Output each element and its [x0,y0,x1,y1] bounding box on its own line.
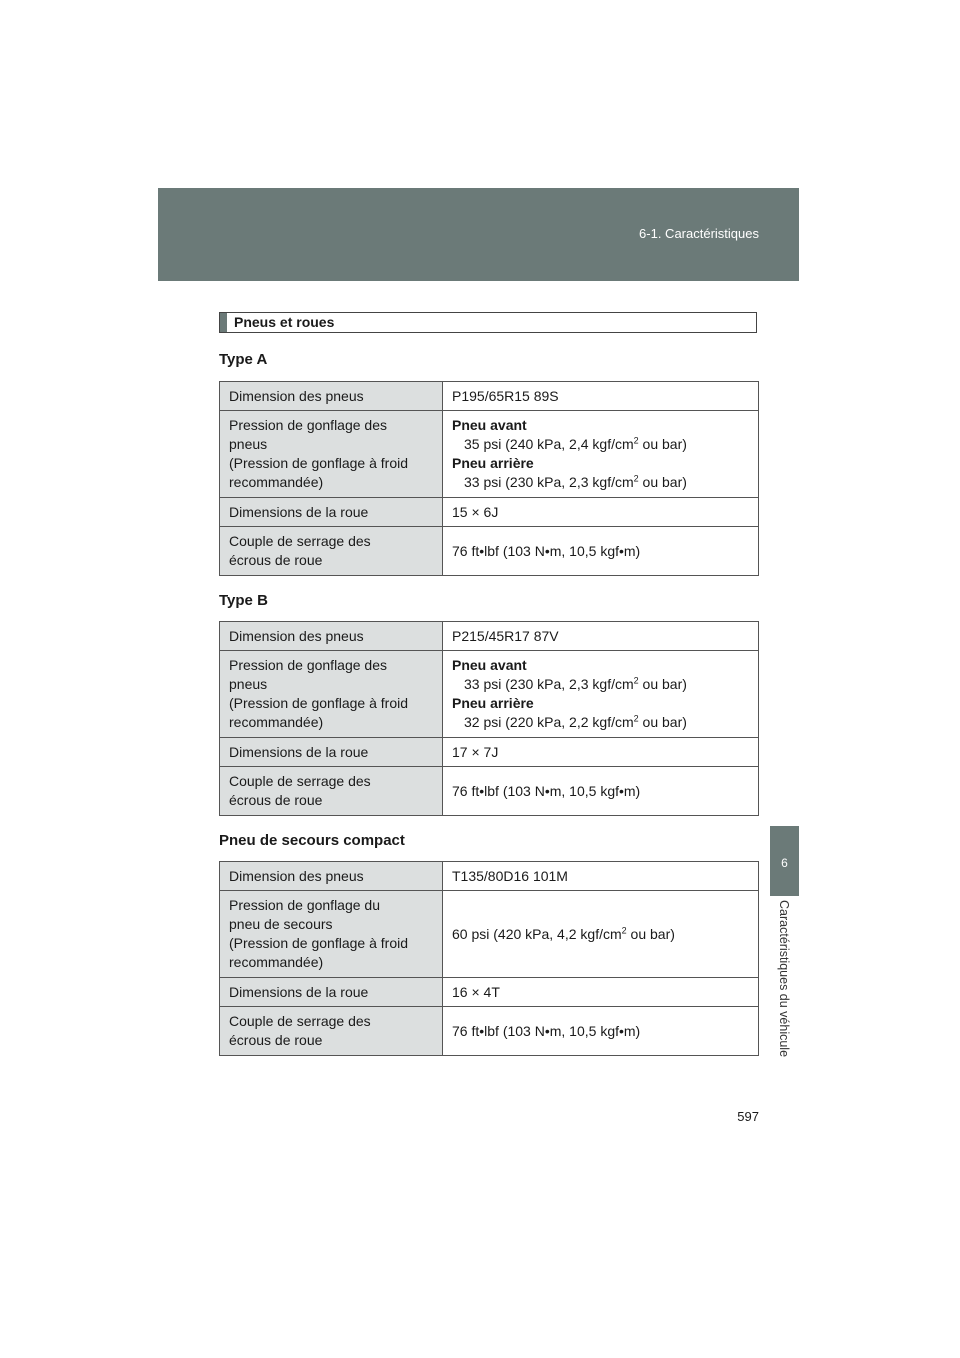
table-title-compact-spare: Pneu de secours compact [219,832,405,849]
rear-tire-pressure: 32 psi (220 kPa, 2,2 kgf/$cm^2$ ou bar) [464,713,687,730]
table-row [220,382,759,411]
rear-tire-label: Pneu arrière [452,695,534,711]
pressure-label: Pression de gonflage des pneus (Pression de gonflage à froid recommandée) [220,651,443,738]
page-number: 597 [737,1109,759,1124]
table-row [220,651,759,738]
rear-tire-label: Pneu arrière [452,455,534,471]
wheel-size-value: 15 × 6J [443,498,759,527]
table-title-type-a: Type A [219,351,268,368]
wheel-size-label: Dimensions de la roue [220,498,443,527]
header-section-title: 6-1. Caractéristiques [639,226,759,241]
wheel-size-value: 17 × 7J [443,738,759,767]
wheel-size-value: 16 × 4T [443,978,759,1007]
rear-tire-pressure: 33 psi (230 kPa, 2,3 kgf/$cm^2$ ou bar) [464,473,687,490]
tire-size-value: P195/65R15 89S [443,382,759,411]
table-row [220,498,759,527]
torque-value: 76 ft•lbf (103 N•m, 10,5 kgf•m) [443,1007,759,1056]
table-row [220,1007,759,1056]
spec-table-compact-spare [219,861,759,1056]
spec-table-type-a [219,381,759,576]
wheel-size-label: Dimensions de la roue [220,738,443,767]
table-row [220,767,759,816]
tire-size-label: Dimension des pneus [220,862,443,891]
torque-value: 76 ft•lbf (103 N•m, 10,5 kgf•m) [443,767,759,816]
chapter-label: Caractéristiques du véhicule [777,900,791,1058]
torque-label: Couple de serrage des écrous de roue [220,767,443,816]
table-title-type-b: Type B [219,592,268,609]
torque-label: Couple de serrage des écrous de roue [220,1007,443,1056]
table-row [220,622,759,651]
pressure-label: Pression de gonflage des pneus (Pression de gonflage à froid recommandée) [220,411,443,498]
section-title: Pneus et roues [234,314,335,330]
tire-size-value: P215/45R17 87V [443,622,759,651]
pressure-value [443,411,759,498]
wheel-size-label: Dimensions de la roue [220,978,443,1007]
tire-size-label: Dimension des pneus [220,622,443,651]
pressure-value [443,651,759,738]
table-row [220,738,759,767]
spare-tire-pressure: 60 psi (420 kPa, 4,2 kgf/$cm^2$ ou bar) [443,891,759,978]
tire-size-label: Dimension des pneus [220,382,443,411]
front-tire-pressure: 35 psi (240 kPa, 2,4 kgf/$cm^2$ ou bar) [464,435,687,452]
front-tire-pressure: 33 psi (230 kPa, 2,3 kgf/$cm^2$ ou bar) [464,675,687,692]
spec-table-type-b [219,621,759,816]
chapter-tab [770,826,799,896]
table-row [220,891,759,978]
torque-value: 76 ft•lbf (103 N•m, 10,5 kgf•m) [443,527,759,576]
table-row [220,978,759,1007]
chapter-number: 6 [781,856,788,870]
section-heading-bar [220,313,227,332]
pressure-label: Pression de gonflage du pneu de secours (Pression de gonflage à froid recommandée) [220,891,443,978]
table-row [220,527,759,576]
torque-label: Couple de serrage des écrous de roue [220,527,443,576]
table-row [220,411,759,498]
tire-size-value: T135/80D16 101M [443,862,759,891]
section-heading [219,312,757,333]
table-row [220,862,759,891]
header-band [158,188,799,281]
front-tire-label: Pneu avant [452,657,527,673]
front-tire-label: Pneu avant [452,417,527,433]
